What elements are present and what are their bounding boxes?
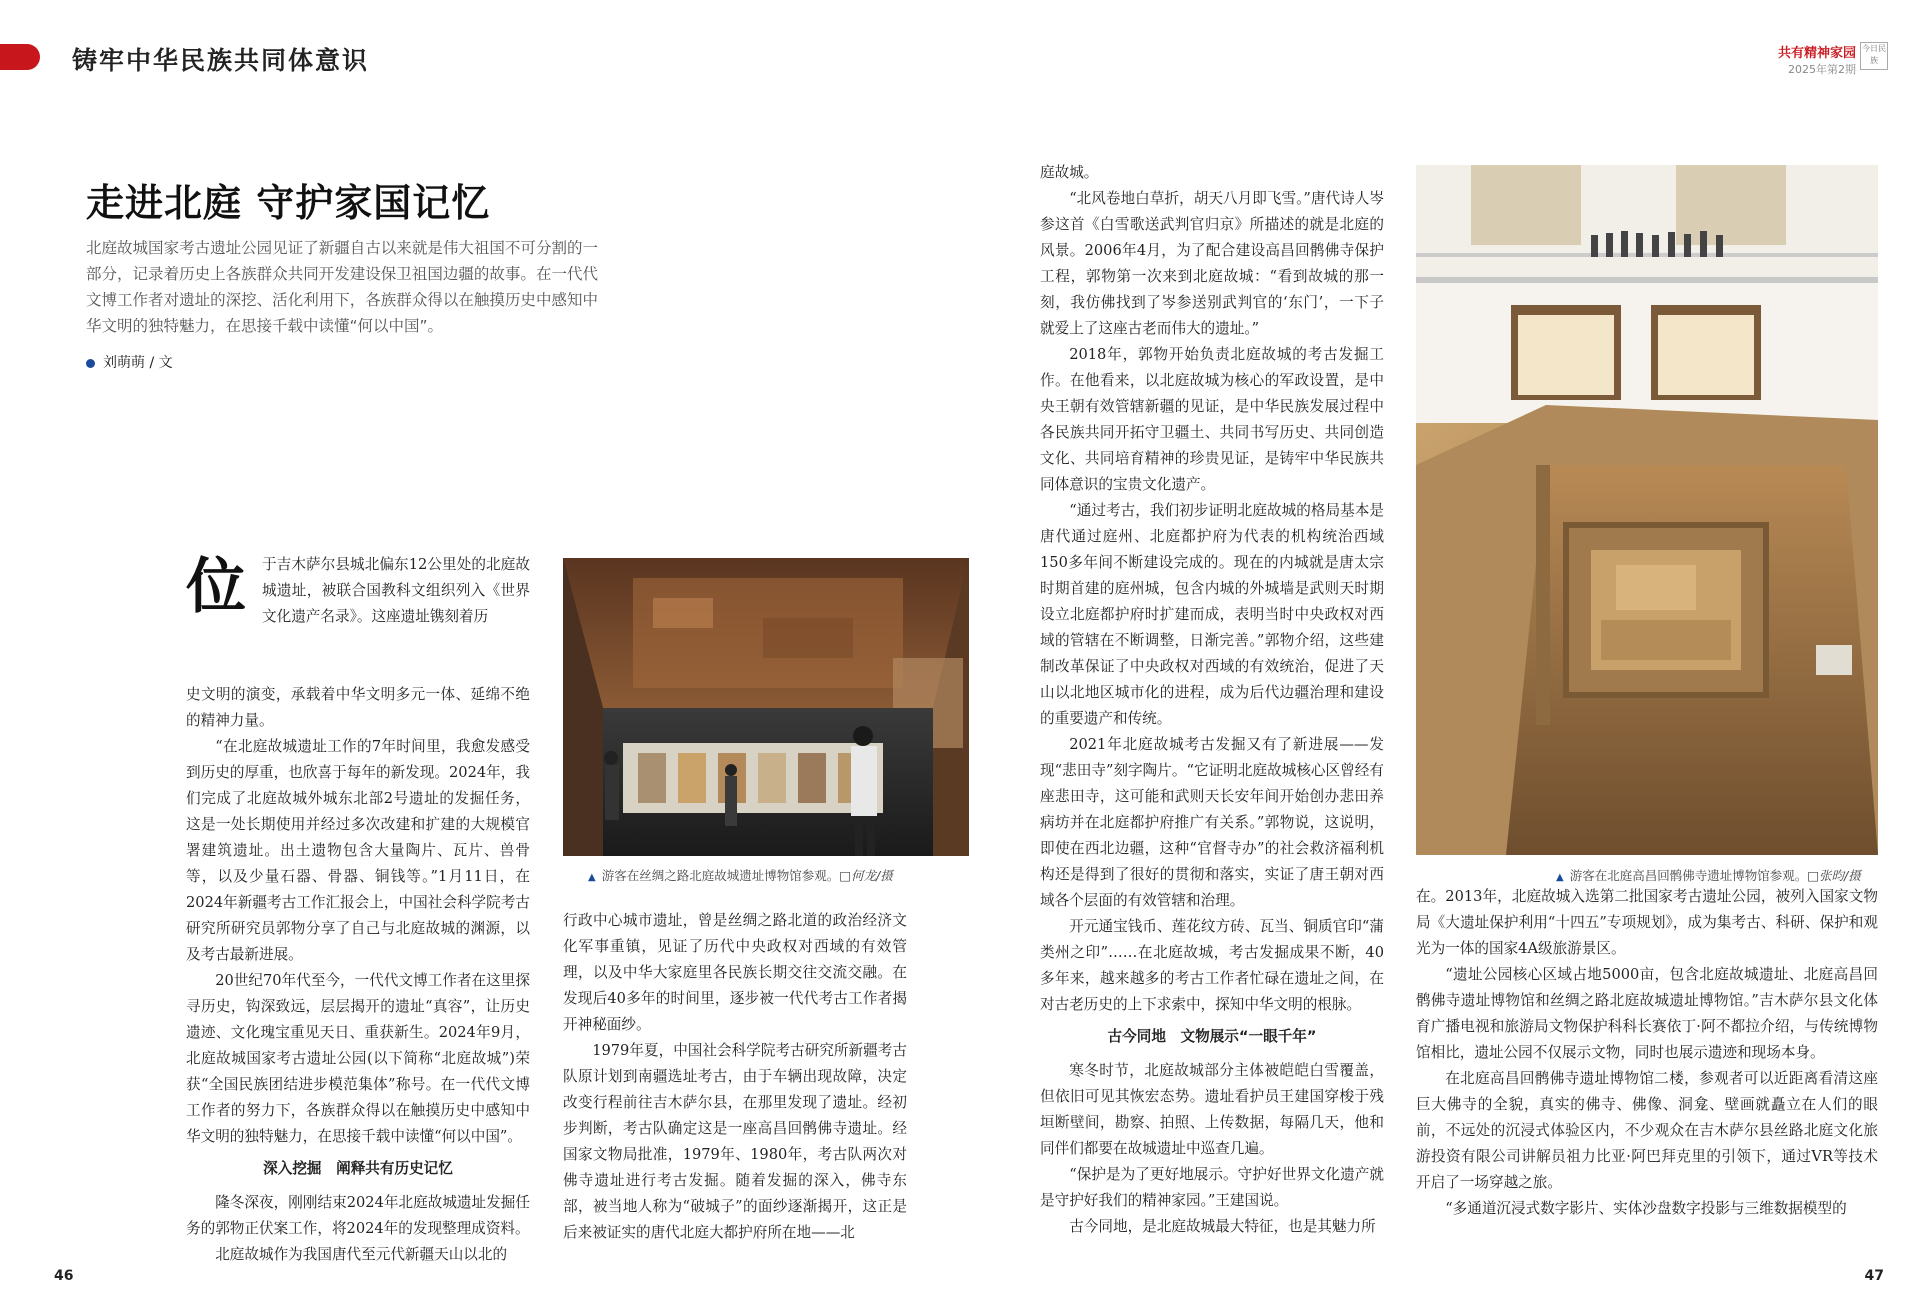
caption-triangle-icon: ▲	[1556, 872, 1564, 883]
paragraph: 隆冬深夜，刚刚结束2024年北庭故城遗址发掘任务的郭物正伏案工作，将2024年的发现整理成资料。	[186, 1194, 530, 1237]
paragraph: 2018年，郭物开始负责北庭故城的考古发掘工作。在他看来，以北庭故城为核心的军政设置，是中央王朝有效管辖新疆的见证，是中华民族发展过程中各民族共同开拓守卫疆土、共同书写历史、共同创造文化、共同培育精神的珍贵见证，是铸牢中华民族共同体意识的宝贵文化遗产。	[1040, 346, 1384, 493]
paragraph: 行政中心城市遗址，曾是丝绸之路北道的政治经济文化军事重镇，见证了历代中央政权对西域的有效管理，以及中华大家庭里各民族长期交往交流交融。在发现后40多年的时间里，逐步被一代代考古工作者揭开神秘面纱。	[563, 912, 907, 1033]
paragraph: 北庭故城作为我国唐代至元代新疆天山以北的	[215, 1246, 508, 1263]
paragraph: “北风卷地白草折，胡天八月即飞雪。”唐代诗人岑参这首《白雪歌送武判官归京》所描述的就是北庭的风景。2006年4月，为了配合建设高昌回鹘佛寺保护工程，郭物第一次来到北庭故城：“看到故城的那一刻，我仿佛找到了岑参送别武判官的‘东门’，一下子就爱上了这座古老而伟大的遗址。”	[1040, 190, 1384, 337]
page-number-right: 47	[1864, 1268, 1884, 1284]
column-4	[1416, 884, 1878, 1222]
column-1	[186, 682, 530, 1268]
paragraph: “通过考古，我们初步证明北庭故城的格局基本是唐代通过庭州、北庭都护府为代表的机构统治西域150多年间不断建设完成的。现在的内城就是唐太宗时期首建的庭州城，包含内城的外城墙是武则天时期设立北庭都护府时扩建而成，表明当时中央政权对西域的管辖在不断调整，日渐完善。”郭物介绍，这些建制改革保证了中央政权对西域的有效统治，促进了天山以北地区城市化的进程，成为后代边疆治理和建设的重要遗产和传统。	[1040, 502, 1384, 727]
photo1-caption: 游客在丝绸之路北庭故城遗址博物馆参观。	[601, 868, 840, 883]
article-title: 走进北庭 守护家国记忆	[86, 181, 491, 225]
paragraph: 在北庭高昌回鹘佛寺遗址博物馆二楼，参观者可以近距离看清这座巨大佛寺的全貌，真实的佛寺、佛像、洞龛、壁画就矗立在人们的眼前，不远处的沉浸式体验区内，不少观众在吉木萨尔县丝路北庭文化旅游投资有限公司讲解员祖力比亚·阿巴拜克里的引领下，通过VR等技术开启了一场穿越之旅。	[1416, 1070, 1878, 1191]
paragraph: 20世纪70年代至今，一代代文博工作者在这里探寻历史，钩深致远，层层揭开的遗址“真容”，让历史遗迹、文化瑰宝重见天日、重获新生。2024年9月，北庭故城国家考古遗址公园(以下简称“北庭故城”)荣获“全国民族团结进步模范集体”称号。在一代代文博工作者的努力下，各族群众得以在触摸历史中感知中华文明的独特魅力，在思接千载中读懂“何以中国”。	[186, 972, 530, 1145]
museum-photo-illustration	[563, 558, 969, 856]
paragraph: 开元通宝钱币、莲花纹方砖、瓦当、铜质官印“蒲类州之印”……在北庭故城，考古发掘成果不断，40多年来，越来越多的考古工作者忙碌在遗址之间，在对古老历史的上下求索中，探知中华文明的根脉。	[1040, 918, 1384, 1013]
paragraph: 庭故城。	[1040, 164, 1099, 181]
photo1-caption-block	[588, 866, 893, 884]
paragraph: “多通道沉浸式数字影片、实体沙盘数字投影与三维数据模型的	[1445, 1200, 1847, 1217]
issue-label: 2025年第2期	[1788, 63, 1856, 76]
drop-cap: 位	[186, 552, 246, 622]
paragraph: “遗址公园核心区域占地5000亩，包含北庭故城遗址、北庭高昌回鹘佛寺遗址博物馆和丝绸之路北庭故城遗址博物馆。”吉木萨尔县文化体育广播电视和旅游局文物保护科科长赛依丁·阿不都拉介绍，与传统博物馆相比，遗址公园不仅展示文物，同时也展示遗迹和现场本身。	[1416, 966, 1878, 1061]
column-2	[563, 908, 907, 1246]
paragraph: “在北庭故城遗址工作的7年时间里，我愈发感受到历史的厚重，也欣喜于每年的新发现。2024年，我们完成了北庭故城外城东北部2号遗址的发掘任务，这是一处长期使用并经过多次改建和扩建的大规模官署建筑遗址。出土遗物包含大量陶片、瓦片、兽骨等，以及少量石器、骨器、铜钱等。”1月11日，在2024年新疆考古工作汇报会上，中国社会科学院考古研究所研究员郭物分享了自己与北庭故城的渊源，以及考古最新进展。	[186, 738, 530, 963]
temple-site-illustration	[1416, 165, 1878, 855]
temple-site-photo	[1416, 165, 1878, 855]
page-number-left: 46	[54, 1268, 74, 1284]
section-tab-marker	[0, 44, 40, 70]
caption-triangle-icon: ▲	[588, 872, 596, 883]
photo1-credit: □何龙/摄	[839, 868, 893, 883]
paragraph: 在。2013年，北庭故城入选第二批国家考古遗址公园，被列入国家文物局《大遗址保护利用“十四五”专项规划》，成为集考古、科研、保护和观光为一体的国家4A级旅游景区。	[1416, 888, 1878, 957]
paragraph: 古今同地，是北庭故城最大特征，也是其魅力所	[1069, 1218, 1376, 1235]
paragraph: 寒冬时节，北庭故城部分主体被皑皑白雪覆盖，但依旧可见其恢宏态势。遗址看护员王建国穿梭于残垣断壁间，勘察、拍照、上传数据，每隔几天，他和同伴们都要在故城遗址中巡查几遍。	[1040, 1062, 1384, 1157]
author: 刘萌萌 / 文	[103, 355, 173, 371]
article-lead: 北庭故城国家考古遗址公园见证了新疆自古以来就是伟大祖国不可分割的一部分，记录着历史上各族群众共同开发建设保卫祖国边疆的故事。在一代代文博工作者对遗址的深挖、活化利用下，各族群众得以在触摸历史中感知中华文明的独特魅力，在思接千载中读懂“何以中国”。	[86, 239, 598, 335]
magazine-brand	[1778, 42, 1856, 77]
column-3	[1040, 160, 1384, 1240]
byline	[86, 352, 173, 372]
brand-name: 共有精神家园	[1777, 46, 1856, 61]
photo2-credit: □张昀/摄	[1807, 868, 1861, 883]
paragraph: “保护是为了更好地展示。守护好世界文化遗产就是守护好我们的精神家园。”王建国说。	[1040, 1166, 1384, 1209]
subheading: 古今同地 文物展示“一眼千年”	[1107, 1028, 1317, 1045]
paragraph: 于吉木萨尔县城北偏东12公里处的北庭故城遗址，被联合国教科文组织列入《世界文化遗产名录》。这座遗址镌刻着历	[262, 556, 530, 625]
paragraph: 1979年夏，中国社会科学院考古研究所新疆考古队原计划到南疆选址考古，由于车辆出现故障，决定改变行程前往吉木萨尔县，在那里发现了遗址。经初步判断，考古队确定这是一座高昌回鹘佛寺遗址。经国家文物局批准，1979年、1980年，考古队两次对佛寺遗址进行考古发掘。随着发掘的深入，佛寺东部，被当地人称为“破城子”的面纱逐渐揭开，这正是后来被证实的唐代北庭大都护府所在地——北	[563, 1042, 907, 1241]
museum-photo	[563, 558, 969, 856]
paragraph: 2021年北庭故城考古发掘又有了新进展——发现“悲田寺”刻字陶片。“它证明北庭故城核心区曾经有座悲田寺，这可能和武则天长安年间开始创办悲田养病坊并在北庭都护府推广有关系。”郭物说，这说明，即使在西北边疆，这种“官督寺办”的社会救济福利机构还是得到了很好的贯彻和落实，实证了唐王朝对西域各个层面的有效管辖和治理。	[1040, 736, 1384, 909]
subheading: 深入挖掘 阐释共有历史记忆	[263, 1160, 453, 1177]
bullet-icon	[86, 359, 95, 368]
col1-intro	[262, 552, 530, 630]
photo2-caption-block	[1556, 866, 1861, 884]
section-title: 铸牢中华民族共同体意识	[72, 46, 370, 75]
photo2-caption: 游客在北庭高昌回鹘佛寺遗址博物馆参观。	[1569, 868, 1808, 883]
magazine-badge: 今日民族	[1860, 42, 1888, 70]
paragraph: 史文明的演变，承载着中华文明多元一体、延绵不绝的精神力量。	[186, 686, 530, 729]
